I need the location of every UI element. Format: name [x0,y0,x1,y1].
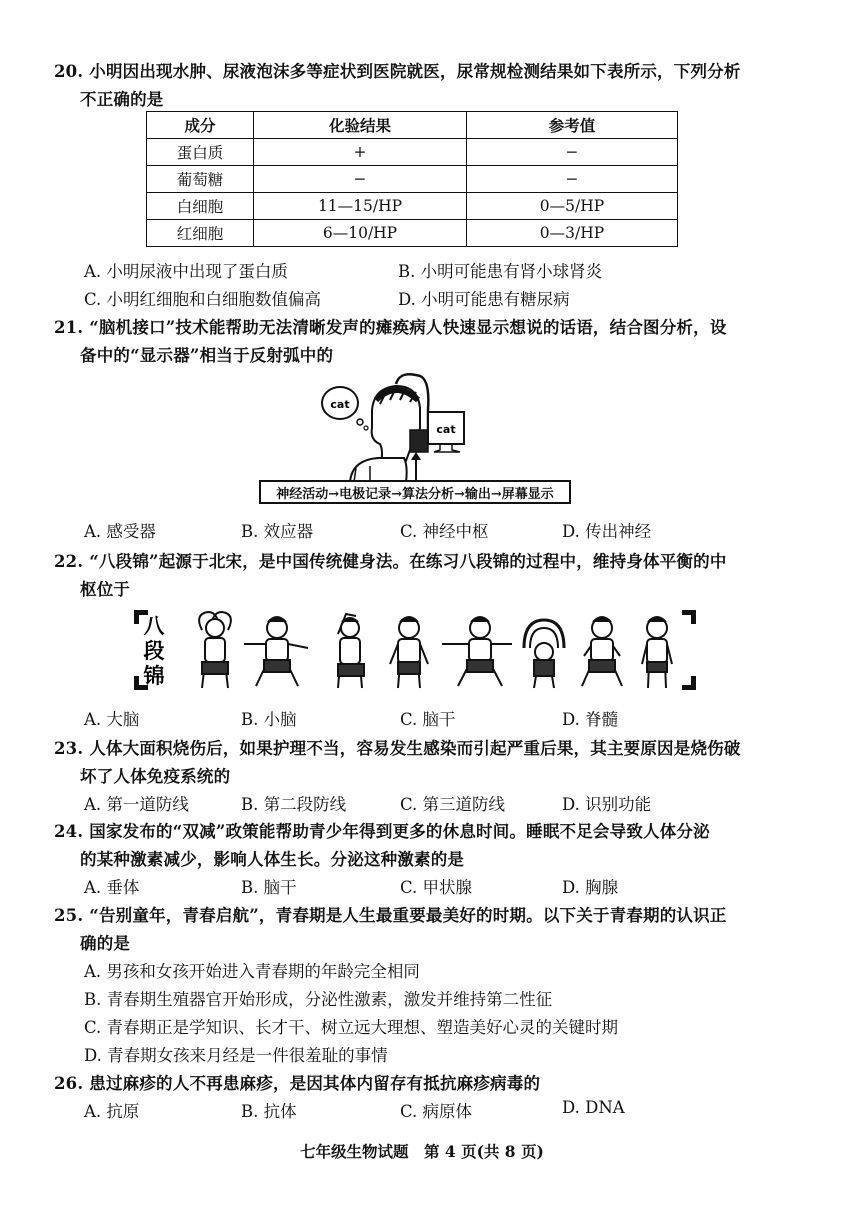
table-cell: − [467,166,678,193]
q20-option-a[interactable]: A. 小明尿液中出现了蛋白质 [84,262,288,281]
q21-option-d[interactable]: D. 传出神经 [562,522,652,541]
q22-option-b[interactable]: B. 小脑 [241,710,297,729]
q26-stem-line1: 26. 患过麻疹的人不再患麻疹，是因其体内留存有抵抗麻疹病毒的 [54,1074,541,1093]
q26-option-d[interactable]: D. DNA [562,1098,625,1117]
signal-processor-icon [410,430,428,452]
q23-option-a[interactable]: A. 第一道防线 [84,795,189,814]
q20-option-c[interactable]: C. 小明红细胞和白细胞数值偏高 [84,290,322,309]
q25-stem-line2: 确的是 [80,934,131,953]
q25-option-c[interactable]: C. 青春期正是学知识、长才干、树立远大理想、塑造美好心灵的关键时期 [84,1018,619,1037]
q21-stem-line2: 备中的“显示器”相当于反射弧中的 [80,346,334,365]
q22-stem-line2: 枢位于 [80,580,131,599]
exercise-figure-icon [199,612,231,688]
table-cell: 白细胞 [147,193,254,220]
q21-option-c[interactable]: C. 神经中枢 [400,522,489,541]
table-cell: 6—10/HP [254,220,467,247]
calligraphy-char: 锦 [143,664,165,688]
table-header-row [147,112,678,139]
arrow-up-icon [411,452,421,460]
exercise-figure-icon [244,617,308,686]
table-cell: 0—5/HP [467,193,678,220]
table-header: 化验结果 [254,112,467,139]
q23-stem-line2: 坏了人体免疫系统的 [80,767,231,786]
q22-option-a[interactable]: A. 大脑 [84,710,140,729]
q26-option-b[interactable]: B. 抗体 [241,1102,297,1121]
table-cell: + [254,139,467,166]
table-row [147,220,678,247]
bubble-word: cat [330,398,350,411]
table-header: 参考值 [467,112,678,139]
table-cell: 红细胞 [147,220,254,247]
q23-option-b[interactable]: B. 第二段防线 [241,795,347,814]
q22-stem-line1: 22. “八段锦”起源于北宋，是中国传统健身法。在练习八段锦的过程中，维持身体平衡的中 [54,552,727,571]
q20-stem-line1: 20. 小明因出现水肿、尿液泡沫多等症状到医院就医，尿常规检测结果如下表所示，下列分析 [54,62,741,81]
table-cell: 11—15/HP [254,193,467,220]
signal-flow-box: 神经活动→电极记录→算法分析→输出→屏幕显示 [259,480,571,504]
q25-option-d[interactable]: D. 青春期女孩来月经是一件很羞耻的事情 [84,1046,388,1065]
brain-computer-interface-illustration [300,370,480,482]
page-footer: 七年级生物试题 第 4 页(共 8 页) [300,1142,544,1161]
q21-option-a[interactable]: A. 感受器 [84,522,156,541]
q22-option-d[interactable]: D. 脊髓 [562,710,619,729]
q24-option-d[interactable]: D. 胸腺 [562,878,619,897]
baduanjin-illustration [132,608,698,692]
table-cell: 葡萄糖 [147,166,254,193]
table-cell: 0—3/HP [467,220,678,247]
q24-option-b[interactable]: B. 脑干 [241,878,297,897]
q24-stem-line1: 24. 国家发布的“双减”政策能帮助青少年得到更多的休息时间。睡眠不足会导致人体分泌 [54,822,710,841]
exercise-figure-icon [524,620,564,688]
q24-stem-line2: 的某种激素减少，影响人体生长。分泌这种激素的是 [80,850,465,869]
table-cell: 蛋白质 [147,139,254,166]
q25-option-a[interactable]: A. 男孩和女孩开始进入青春期的年龄完全相同 [84,962,420,981]
table-cell: − [254,166,467,193]
calligraphy-char: 八 [143,614,165,638]
q23-option-c[interactable]: C. 第三道防线 [400,795,506,814]
exercise-figure-icon [338,614,364,688]
table-row [147,139,678,166]
calligraphy-char: 段 [143,639,165,663]
q20-option-d[interactable]: D. 小明可能患有糖尿病 [398,290,570,309]
q26-option-a[interactable]: A. 抗原 [84,1102,140,1121]
table-row [147,166,678,193]
screen-word: cat [436,423,456,436]
q24-option-a[interactable]: A. 垂体 [84,878,140,897]
q23-stem-line1: 23. 人体大面积烧伤后，如果护理不当，容易发生感染而引起严重后果，其主要原因是烧伤破 [54,739,741,758]
q25-option-b[interactable]: B. 青春期生殖器官开始形成，分泌性激素，激发并维持第二性征 [84,990,553,1009]
exercise-figure-icon [582,617,622,686]
q23-option-d[interactable]: D. 识别功能 [562,795,652,814]
table-row [147,193,678,220]
exercise-figure-icon [390,617,428,688]
q21-option-b[interactable]: B. 效应器 [241,522,314,541]
exercise-figure-icon [642,617,672,688]
exercise-figure-icon [442,617,512,686]
q24-option-c[interactable]: C. 甲状腺 [400,878,473,897]
q20-stem-line2: 不正确的是 [80,90,164,109]
urine-test-table [146,111,678,247]
table-cell: − [467,139,678,166]
table-header: 成分 [147,112,254,139]
q26-option-c[interactable]: C. 病原体 [400,1102,473,1121]
q22-option-c[interactable]: C. 脑干 [400,710,456,729]
q20-option-b[interactable]: B. 小明可能患有肾小球肾炎 [398,262,603,281]
q21-stem-line1: 21. “脑机接口”技术能帮助无法清晰发声的瘫痪病人快速显示想说的话语，结合图分析，设 [54,318,727,337]
q25-stem-line1: 25. “告别童年，青春启航”，青春期是人生最重要最美好的时期。以下关于青春期的认识正 [54,906,727,925]
